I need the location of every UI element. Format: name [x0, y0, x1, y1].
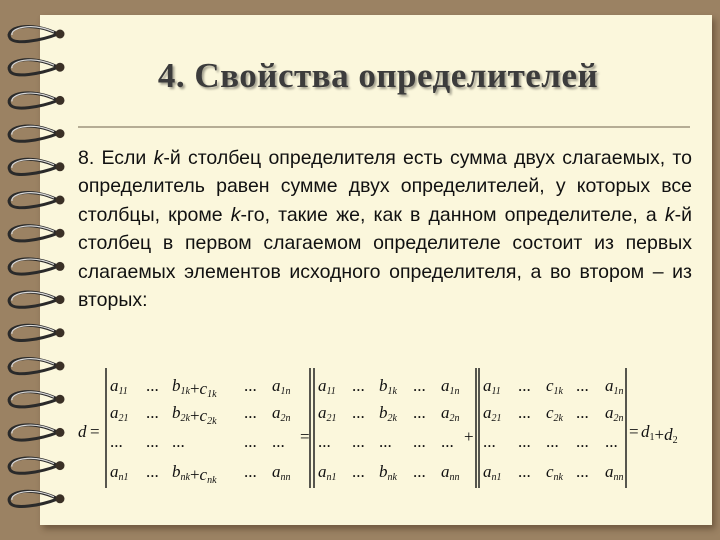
matrix-entry: ... [413, 376, 426, 395]
matrix-entry: cnk [546, 462, 563, 483]
matrix-entry: a21 [483, 403, 502, 424]
matrix-entry: ... [413, 432, 426, 451]
equals-sign: = [300, 427, 310, 446]
spiral-ring [9, 60, 64, 75]
spiral-ring [9, 292, 64, 307]
matrix-entry: ann [441, 462, 460, 483]
determinant-formula [78, 362, 698, 502]
matrix-entry: ... [546, 432, 559, 451]
matrix-entry: ... [352, 403, 365, 422]
spiral-ring [9, 358, 64, 373]
title-divider [78, 126, 690, 128]
spiral-ring [9, 93, 64, 108]
matrix-entry: a2n [441, 403, 460, 424]
spiral-ring [9, 392, 64, 407]
result-d1-plus-d2: d1+d2 [641, 422, 678, 446]
matrix-entry: ... [605, 432, 618, 451]
italic-variable: k [153, 147, 164, 169]
spiral-ring [9, 425, 64, 440]
matrix-entry: ... [172, 432, 185, 451]
matrix-entry: ... [483, 432, 496, 451]
matrix-entry: a11 [483, 376, 501, 397]
matrix-entry: an1 [318, 462, 337, 483]
spiral-ring [9, 491, 64, 506]
matrix-entry: b2k [379, 403, 397, 424]
matrix-entry: ... [518, 403, 531, 422]
matrix-entry: ... [110, 432, 123, 451]
text-segment: -й столбец определителя есть сумма двух слагаемых, то определитель равен сумме двух определителей, у которых все столбцы, кроме [78, 147, 692, 226]
matrix-entry: c2k [546, 403, 563, 424]
matrix-entry: ... [576, 376, 589, 395]
text-segment: -й столбец в первом слагаемом определителе состоит из первых слагаемых элементов исходного определителя, а во втором – из вторых: [78, 203, 693, 312]
matrix-entry: b2k+c2k [172, 403, 217, 427]
property-statement [78, 144, 692, 314]
matrix-entry: ... [518, 462, 531, 481]
matrix-entry: ann [605, 462, 624, 483]
matrix-entry: ... [244, 432, 257, 451]
matrix-entry: bnk [379, 462, 397, 483]
italic-variable: k [230, 203, 241, 226]
matrix-entry: ... [272, 432, 285, 451]
matrix-entry: a11 [110, 376, 128, 397]
equals-sign: = [629, 422, 639, 441]
matrix-entry: ... [441, 432, 454, 451]
matrix-entry: ... [146, 462, 159, 481]
matrix-entry: ... [352, 376, 365, 395]
plus-sign: + [464, 427, 474, 446]
spiral-ring [9, 259, 64, 274]
matrix-entry: ... [244, 403, 257, 422]
matrix-entry: a21 [110, 403, 129, 424]
matrix-entry: a1n [441, 376, 460, 397]
matrix-entry: ... [146, 376, 159, 395]
text-segment: 8. Если [78, 147, 154, 169]
matrix-entry: ... [576, 403, 589, 422]
italic-variable: k [664, 203, 675, 226]
matrix-entry: ann [272, 462, 291, 483]
spiral-ring [9, 159, 64, 174]
spiral-ring [9, 126, 64, 141]
spiral-ring [9, 192, 64, 207]
matrix-entry: a1n [605, 376, 624, 397]
matrix-entry: ... [352, 462, 365, 481]
matrix-entry: a21 [318, 403, 337, 424]
matrix-entry: ... [413, 462, 426, 481]
matrix-entry: ... [518, 432, 531, 451]
matrix-entry: a2n [605, 403, 624, 424]
matrix-entry: ... [146, 403, 159, 422]
matrix-entry: ... [518, 376, 531, 395]
spiral-ring [9, 226, 64, 241]
determinant-d: d [78, 422, 87, 441]
matrix-entry: a11 [318, 376, 336, 397]
equals-sign: = [90, 422, 100, 441]
spiral-binding [0, 0, 80, 540]
spiral-ring [9, 26, 64, 41]
matrix-entry: b1k+c1k [172, 376, 217, 400]
matrix-entry: c1k [546, 376, 563, 397]
matrix-entry: ... [576, 462, 589, 481]
matrix-entry: ... [379, 432, 392, 451]
text-segment: -го, такие же, как в данном определителе, а [240, 203, 665, 226]
slide-title: 4. Свойства определителей [157, 56, 599, 95]
matrix-entry: ... [413, 403, 426, 422]
matrix-entry: ... [352, 432, 365, 451]
matrix-entry: bnk+cnk [172, 462, 217, 486]
matrix-entry: ... [576, 432, 589, 451]
matrix-entry: a2n [272, 403, 291, 424]
matrix-entry: a1n [272, 376, 291, 397]
matrix-entry: ... [318, 432, 331, 451]
matrix-entry: ... [146, 432, 159, 451]
matrix-entry: ... [244, 462, 257, 481]
matrix-entry: b1k [379, 376, 397, 397]
matrix-entry: an1 [483, 462, 502, 483]
spiral-ring [9, 325, 64, 340]
matrix-entry: an1 [110, 462, 129, 483]
spiral-ring [9, 458, 64, 473]
matrix-entry: ... [244, 376, 257, 395]
